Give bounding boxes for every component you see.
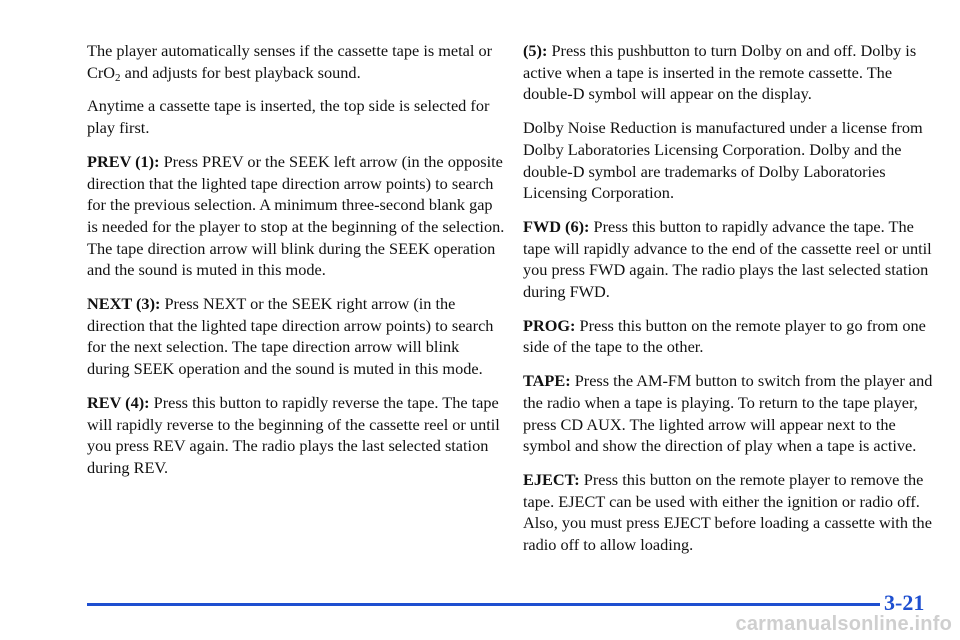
cassette-sense-text: The player automatically senses if the cassette tape is metal or CrO <box>87 41 493 82</box>
paragraph-dolby-button <box>523 40 933 105</box>
fwd-label: FWD (6): <box>523 216 590 236</box>
prog-text: Press this button on the remote player to go from one side of the tape to the other. <box>523 315 926 357</box>
left-column <box>87 40 505 491</box>
tape-text: Press the AM‐FM button to switch from the player and the radio when a tape is playing. To return to the tape player, press CD AUX. The lighted arrow will appear next to the symbol and show the direction of play when a tape is active. <box>523 371 933 456</box>
paragraph-cassette-sense <box>87 40 505 83</box>
prog-label: PROG: <box>523 315 576 335</box>
page-number: 3-21 <box>884 590 925 615</box>
paragraph-prev <box>87 151 505 281</box>
tape-label: TAPE: <box>523 371 571 391</box>
eject-label: EJECT: <box>523 469 580 489</box>
eject-text: Press this button on the remote player to remove the tape. EJECT can be used with either the ignition or radio off. Also, you must press EJECT before loading a cassette with the radio off to allow loading. <box>523 469 932 555</box>
subscript-2: 2 <box>115 71 121 84</box>
paragraph-fwd <box>523 216 933 303</box>
paragraph-next <box>87 293 505 380</box>
paragraph-tape <box>523 370 933 457</box>
right-column <box>523 40 933 568</box>
paragraph-rev <box>87 392 505 479</box>
paragraph-dolby-license: Dolby Noise Reduction is manufactured under a license from Dolby Laboratories Licensing Corporation. Dolby and the double‐D symbol are trademarks of Dolby Laboratories Licensing Corporation. <box>523 118 923 203</box>
fwd-text: Press this button to rapidly advance the tape. The tape will rapidly advance to the end of the cassette reel or until you press FWD again. The radio plays the last selected station during FWD. <box>523 216 932 302</box>
dolby-label: (5): <box>523 41 548 60</box>
cassette-sense-text-end: and adjusts for best playback sound. <box>120 62 361 82</box>
paragraph-eject <box>523 469 933 556</box>
rev-label: REV (4): <box>87 392 150 412</box>
paragraph-prog <box>523 315 933 358</box>
prev-label: PREV (1): <box>87 151 160 171</box>
next-text: Press NEXT or the SEEK right arrow (in the direction that the lighted tape direction arrow points) to search for the next selection. The tape direction arrow will blink during SEEK operation and the sound is muted in this mode. <box>87 294 494 379</box>
rev-text: Press this button to rapidly reverse the tape. The tape will rapidly reverse to the beginning of the cassette reel or until you press REV again. The radio plays the last selected station during REV. <box>87 392 500 477</box>
next-label: NEXT (3): <box>87 294 161 314</box>
footer-rule <box>87 603 880 606</box>
dolby-text: Press this pushbutton to turn Dolby on and off. Dolby is active when a tape is inserted in the remote cassette. The double‐D symbol will appear on the display. <box>523 41 917 104</box>
prev-text: Press PREV or the SEEK left arrow (in the opposite direction that the lighted tape direction arrow points) to search for the previous selection. A minimum three‐second blank gap is needed for the player to stop at the beginning of the selection. The tape direction arrow will blink during the SEEK operation and the sound is muted in this mode. <box>87 151 505 280</box>
watermark: carmanualsonline.info <box>735 613 952 635</box>
paragraph-top-side: Anytime a cassette tape is inserted, the top side is selected for play first. <box>87 96 490 138</box>
